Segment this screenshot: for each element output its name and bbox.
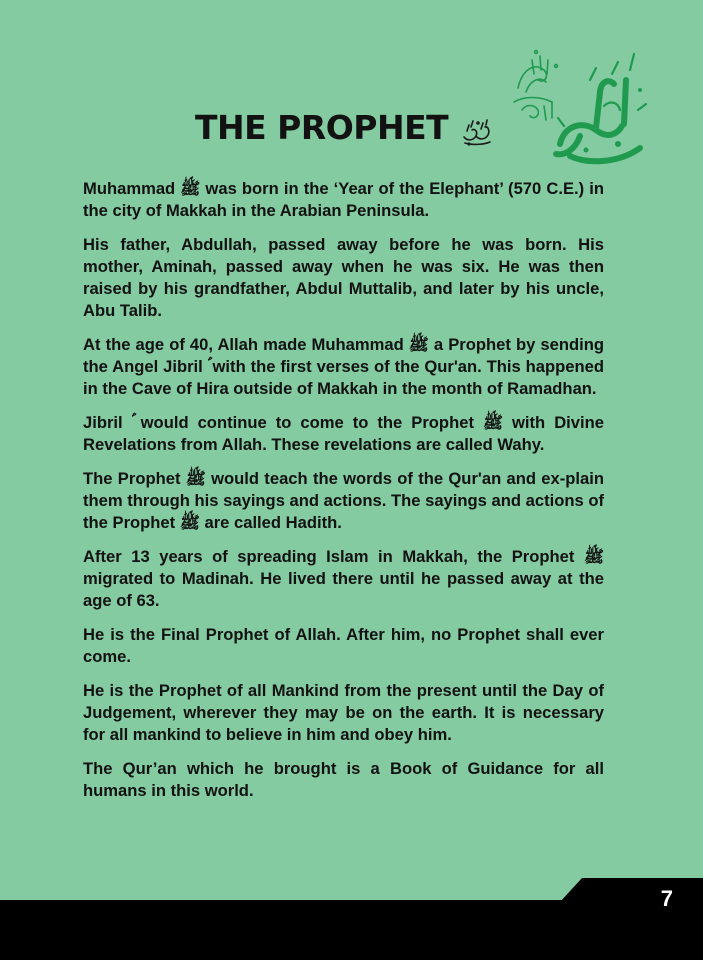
salawat-icon (461, 117, 493, 147)
paragraph-all-mankind: He is the Prophet of all Mankind from the present until the Day of Judgement, wherever they may be on the earth. It is necessary for all mankind to believe in him and obey him. (83, 681, 604, 744)
paragraph-hadith: The Prophet ﷺ would teach the words of the Qur'an and ex-plain them through his sayings and actions. The sayings and actions of the Prophet ﷺ are called Hadith. (83, 469, 604, 532)
paragraph-birth: Muhammad ﷺ was born in the ‘Year of the Elephant’ (570 C.E.) in the city of Makkah in the Arabian Peninsula. (83, 179, 604, 220)
paragraph-revelation: Jibril ؑ would continue to come to the Prophet ﷺ with Divine Revelations from Allah. These revelations are called Wahy. (83, 413, 604, 454)
muhammad-calligraphy-icon (500, 40, 650, 170)
paragraph-prophethood: At the age of 40, Allah made Muhammad ﷺ a Prophet by sending the Angel Jibril ؑ with the first verses of the Qur'an. This happened in the Cave of Hira outside of Makkah in the month of Ramadhan. (83, 335, 604, 398)
page-title: THE PROPHET (195, 108, 449, 147)
paragraph-quran: The Qur’an which he brought is a Book of Guidance for all humans in this world. (83, 759, 604, 800)
paragraph-migration: After 13 years of spreading Islam in Makkah, the Prophet ﷺ migrated to Madinah. He lived there until he passed away at the age of 63. (83, 547, 604, 610)
paragraph-family: His father, Abdullah, passed away before he was born. His mother, Aminah, passed away when he was six. He was then raised by his grandfather, Abdul Muttalib, and later by his uncle, Abu Talib. (83, 235, 604, 320)
page-number: 7 (660, 886, 673, 911)
body-content (83, 178, 604, 814)
paragraph-final-prophet: He is the Final Prophet of Allah. After him, no Prophet shall ever come. (83, 625, 604, 666)
page-header (0, 0, 703, 180)
